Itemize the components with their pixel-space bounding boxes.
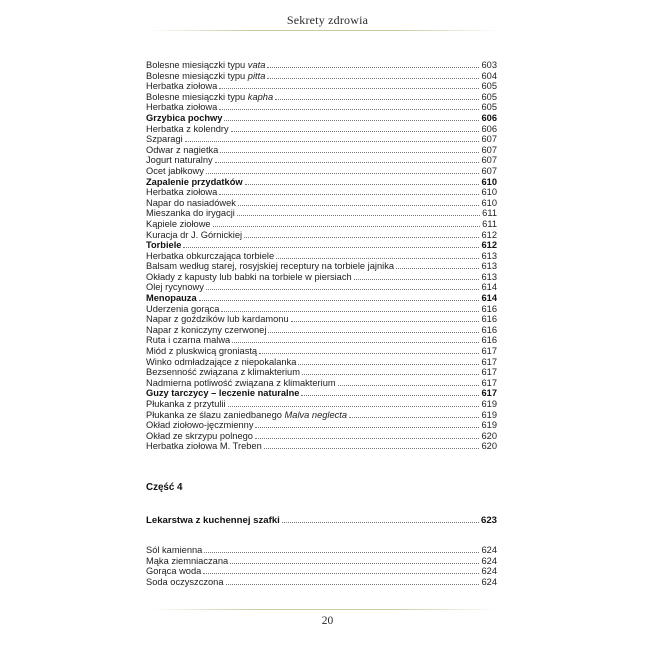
toc-entry-label xyxy=(146,441,263,452)
toc-page-number: 612 xyxy=(481,240,497,251)
toc-entry-text: Mieszanka do irygacji xyxy=(146,208,235,219)
toc-row[interactable] xyxy=(146,71,497,82)
toc-section-row[interactable] xyxy=(146,388,497,399)
toc-entry-label xyxy=(146,357,297,368)
dot-leader xyxy=(230,556,479,564)
toc-page-number: 617 xyxy=(481,367,497,378)
toc-entry-label xyxy=(146,187,218,198)
toc-entry-label xyxy=(146,208,236,219)
toc-entry-label xyxy=(146,388,300,399)
toc-row[interactable] xyxy=(146,304,497,315)
toc-row[interactable] xyxy=(146,357,497,368)
toc-page-number: 619 xyxy=(481,399,497,409)
toc-page-number: 613 xyxy=(481,261,497,272)
toc-entry-text: Soda oczyszczona xyxy=(146,576,224,587)
toc-row[interactable] xyxy=(146,60,497,71)
toc-page-number: 605 xyxy=(481,81,497,92)
toc-entry-text: Okłady z kapusty lub babki na torbiele w piersiach xyxy=(146,271,352,282)
header-rule xyxy=(148,30,500,31)
dot-leader xyxy=(199,293,480,301)
dot-leader xyxy=(183,240,479,248)
toc-row[interactable] xyxy=(146,251,497,262)
toc-page-number: 610 xyxy=(481,197,497,208)
toc-entry-label xyxy=(146,410,348,421)
dot-leader xyxy=(219,102,479,110)
toc-page-number: 610 xyxy=(481,187,497,198)
dot-leader xyxy=(237,208,480,216)
toc-entry-text: Winko odmładzające z niepokalanka xyxy=(146,356,297,367)
toc-entry-text: Bolesne miesiączki typu xyxy=(146,60,248,70)
toc-entry-label xyxy=(146,556,229,567)
toc-row[interactable] xyxy=(146,325,497,336)
toc-page-number: 617 xyxy=(481,346,497,357)
toc-entry-label xyxy=(146,420,254,431)
page-number: 20 xyxy=(321,615,334,627)
toc-row[interactable] xyxy=(146,314,497,325)
dot-leader xyxy=(219,187,479,195)
toc-row[interactable] xyxy=(146,577,497,588)
toc-entry-label xyxy=(146,282,205,293)
toc-page-number: 616 xyxy=(481,324,497,335)
toc-entry-text: Okład ze skrzypu polnego xyxy=(146,430,253,441)
toc-entry-label xyxy=(146,577,225,588)
toc-row[interactable] xyxy=(146,431,497,442)
toc-entry-text: Bolesne miesiączki typu xyxy=(146,70,248,81)
toc-row[interactable] xyxy=(146,166,497,177)
dot-leader xyxy=(224,113,479,121)
toc-page-number: 617 xyxy=(481,388,497,399)
toc-entry-label xyxy=(146,166,205,177)
toc-page-number: 607 xyxy=(481,134,497,145)
toc-entry-text: Torbiele xyxy=(146,240,182,251)
dot-leader xyxy=(228,399,480,407)
toc-entry-text: Napar z koniczyny czerwonej xyxy=(146,324,267,335)
toc-row[interactable] xyxy=(146,187,497,198)
toc-entry-label xyxy=(146,113,223,124)
toc-row[interactable] xyxy=(146,134,497,145)
toc-entry-text: Herbatka ziołowa xyxy=(146,187,218,198)
toc-page-number: 605 xyxy=(481,102,497,113)
toc-entry-text: Kuracja dr J. Górnickiej xyxy=(146,229,243,240)
dot-leader xyxy=(268,325,479,333)
dot-leader xyxy=(203,566,479,574)
dot-leader xyxy=(232,335,479,343)
toc-entry-label xyxy=(146,399,227,410)
toc-entry-text: Ruta i czarna malwa xyxy=(146,335,231,346)
dot-leader xyxy=(264,441,480,449)
toc-page-number: 607 xyxy=(481,165,497,176)
toc-page-number: 619 xyxy=(481,409,497,420)
toc-entry-label xyxy=(146,198,237,209)
toc-row[interactable] xyxy=(146,441,497,452)
dot-leader xyxy=(220,145,479,153)
toc-entry-label xyxy=(146,261,395,272)
dot-leader xyxy=(185,134,480,142)
toc-page-number: 606 xyxy=(481,123,497,134)
toc-page-number: 614 xyxy=(481,293,497,304)
toc-row[interactable] xyxy=(146,81,497,92)
toc-row[interactable] xyxy=(146,208,497,219)
toc-entry-italic-text: pitta xyxy=(247,70,266,81)
toc-entry-label xyxy=(146,102,218,113)
toc-entry-label xyxy=(146,272,353,283)
dot-leader xyxy=(301,388,479,396)
table-of-contents-part-4 xyxy=(146,545,497,587)
dot-leader xyxy=(226,577,480,585)
toc-entry-text: Menopauza xyxy=(146,293,197,304)
toc-entry-text: Płukanka ze ślazu zaniedbanego xyxy=(146,409,285,420)
toc-page-number: 617 xyxy=(481,356,497,367)
toc-row[interactable] xyxy=(146,145,497,156)
toc-page-number: 613 xyxy=(481,250,497,261)
dot-leader xyxy=(215,155,480,163)
toc-row[interactable] xyxy=(146,92,497,103)
toc-entry-label xyxy=(146,566,202,577)
toc-entry-label xyxy=(146,431,254,442)
toc-row[interactable] xyxy=(146,198,497,209)
toc-row[interactable] xyxy=(146,399,497,410)
toc-entry-label xyxy=(146,177,244,188)
running-head: Sekrety zdrowia xyxy=(286,13,369,27)
toc-row[interactable] xyxy=(146,335,497,346)
toc-entry-text: Uderzenia gorąca xyxy=(146,303,220,314)
toc-entry-text: Płukanka z przytulii xyxy=(146,399,226,409)
dot-leader xyxy=(244,230,479,238)
toc-entry-text: Miód z pluskwicą groniastą xyxy=(146,346,258,357)
dot-leader xyxy=(396,261,479,269)
dot-leader xyxy=(259,346,479,354)
dot-leader xyxy=(204,545,479,553)
toc-page-number: 624 xyxy=(481,545,497,555)
dot-leader xyxy=(298,357,479,365)
toc-entry-label xyxy=(146,545,203,556)
toc-row[interactable] xyxy=(146,155,497,166)
toc-entry-text: Zapalenie przydatków xyxy=(146,176,243,187)
toc-page-number: 624 xyxy=(481,555,497,566)
toc-entry-label xyxy=(146,71,266,82)
toc-entry-label xyxy=(146,314,290,325)
toc-entry-text: Bolesne miesiączki typu xyxy=(146,91,248,102)
toc-entry-text: Mąka ziemniaczana xyxy=(146,555,229,566)
toc-entry-label xyxy=(146,124,230,135)
dot-leader xyxy=(282,515,479,523)
toc-row[interactable] xyxy=(146,420,497,431)
dot-leader xyxy=(276,251,479,259)
toc-section-row[interactable] xyxy=(146,177,497,188)
toc-page-number: 604 xyxy=(481,70,497,81)
toc-row[interactable] xyxy=(146,556,497,567)
toc-entry-text: Jogurt naturalny xyxy=(146,155,213,166)
toc-entry-label xyxy=(146,325,267,336)
toc-row[interactable] xyxy=(146,124,497,135)
dot-leader xyxy=(245,177,480,185)
toc-entry-text: Balsam według starej, rosyjskiej receptury na torbiele jajnika xyxy=(146,261,395,272)
toc-row[interactable] xyxy=(146,410,497,421)
dot-leader xyxy=(231,124,480,132)
toc-entry-text: Nadmierna potliwość związana z klimakterium xyxy=(146,377,336,388)
dot-leader xyxy=(354,272,480,280)
toc-page-number: 612 xyxy=(481,229,497,240)
toc-page-number: 611 xyxy=(482,218,497,229)
toc-entry-text: Sól kamienna xyxy=(146,545,203,555)
toc-entry-text: Herbatka ziołowa xyxy=(146,81,218,92)
toc-entry-text: Odwar z nagietka xyxy=(146,144,219,155)
toc-entry-label xyxy=(146,251,275,262)
dot-leader xyxy=(302,367,480,375)
toc-entry-label xyxy=(146,378,337,389)
dot-leader xyxy=(206,282,480,290)
toc-page-number: 610 xyxy=(481,176,497,187)
dot-leader xyxy=(267,60,479,68)
chapter-entry-list xyxy=(146,514,497,527)
dot-leader xyxy=(267,71,479,79)
toc-page-number: 607 xyxy=(481,144,497,155)
toc-entry-text: Herbatka ziołowa xyxy=(146,102,218,113)
toc-page-number: 614 xyxy=(481,282,497,293)
dot-leader xyxy=(255,420,479,428)
toc-page-number: 603 xyxy=(481,60,497,70)
toc-row[interactable] xyxy=(146,282,497,293)
toc-entry-label xyxy=(146,346,258,357)
toc-section-row[interactable] xyxy=(146,240,497,251)
toc-entry-italic-text: kapha xyxy=(247,91,274,102)
dot-leader xyxy=(238,198,480,206)
toc-row[interactable] xyxy=(146,367,497,378)
toc-row[interactable] xyxy=(146,102,497,113)
toc-entry-label xyxy=(146,293,198,304)
dot-leader xyxy=(255,431,480,439)
toc-entry-text: Bezsenność związana z klimakterium xyxy=(146,367,300,378)
toc-entry-text: Napar z goździków lub kardamonu xyxy=(146,314,289,325)
dot-leader xyxy=(349,410,479,418)
toc-row[interactable] xyxy=(146,219,497,230)
toc-entry-italic-text: Malva neglecta xyxy=(284,409,348,420)
toc-entry-label xyxy=(146,81,218,92)
toc-entry-text: Kąpiele ziołowe xyxy=(146,218,211,229)
toc-entry-text: Szparagi xyxy=(146,134,183,145)
toc-page-number: 607 xyxy=(481,155,497,166)
toc-entry-text: Guzy tarczycy – leczenie naturalne xyxy=(146,388,300,399)
toc-page-number: 624 xyxy=(481,566,497,577)
toc-row[interactable] xyxy=(146,378,497,389)
toc-entry-label xyxy=(146,367,301,378)
toc-entry-italic-text: vata xyxy=(247,60,266,70)
toc-entry-text: Olej rycynowy xyxy=(146,282,204,293)
toc-entry-text: Ocet jabłkowy xyxy=(146,165,204,176)
toc-page-number: 620 xyxy=(481,441,497,452)
toc-row[interactable] xyxy=(146,261,497,272)
toc-entry-label xyxy=(146,145,219,156)
toc-entry-label: Lekarstwa z kuchennej szafki xyxy=(146,515,280,526)
toc-page-number: 617 xyxy=(481,377,497,388)
toc-chapter-row[interactable] xyxy=(146,514,497,527)
toc-page-number: 619 xyxy=(481,420,497,431)
toc-entry-text: Herbatka z kolendry xyxy=(146,123,229,134)
toc-entry-label xyxy=(146,92,274,103)
dot-leader xyxy=(219,81,479,89)
toc-row[interactable] xyxy=(146,346,497,357)
footer-rule xyxy=(148,609,500,610)
toc-entry-text: Herbatka obkurczająca torbiele xyxy=(146,250,275,261)
toc-entry-label xyxy=(146,60,266,71)
toc-row[interactable] xyxy=(146,566,497,577)
toc-entry-text: Okład ziołowo-jęczmienny xyxy=(146,420,254,431)
toc-entry-text: Napar do nasiadówek xyxy=(146,197,236,208)
toc-page-number: 624 xyxy=(481,576,497,587)
table-of-contents xyxy=(146,60,497,452)
toc-entry-label xyxy=(146,134,184,145)
toc-page-number: 616 xyxy=(481,335,497,346)
toc-entry-label xyxy=(146,240,182,251)
toc-page-number: 606 xyxy=(481,112,497,123)
toc-page-number: 611 xyxy=(482,208,497,219)
toc-entry-label xyxy=(146,304,220,315)
toc-page-number: 613 xyxy=(481,271,497,282)
toc-row[interactable] xyxy=(146,230,497,241)
toc-page-number: 620 xyxy=(481,430,497,441)
toc-page-number: 623 xyxy=(480,515,497,526)
toc-section-row[interactable] xyxy=(146,113,497,124)
dot-leader xyxy=(221,304,479,312)
toc-entry-label xyxy=(146,230,243,241)
part-heading: Część 4 xyxy=(146,482,183,493)
toc-entry-label xyxy=(146,335,231,346)
dot-leader xyxy=(206,166,480,174)
toc-page-number: 605 xyxy=(481,91,497,102)
toc-entry-label xyxy=(146,155,214,166)
toc-page-number: 616 xyxy=(481,314,497,325)
dot-leader xyxy=(213,219,481,227)
toc-entry-text: Gorąca woda xyxy=(146,566,202,577)
toc-page-number: 616 xyxy=(481,303,497,314)
toc-entry-label xyxy=(146,219,212,230)
toc-entry-text: Herbatka ziołowa M. Treben xyxy=(146,441,262,452)
toc-row[interactable] xyxy=(146,272,497,283)
toc-section-row[interactable] xyxy=(146,293,497,304)
dot-leader xyxy=(291,314,480,322)
toc-row[interactable] xyxy=(146,545,497,556)
toc-entry-text: Grzybica pochwy xyxy=(146,112,223,123)
dot-leader xyxy=(275,92,479,100)
dot-leader xyxy=(338,378,480,386)
